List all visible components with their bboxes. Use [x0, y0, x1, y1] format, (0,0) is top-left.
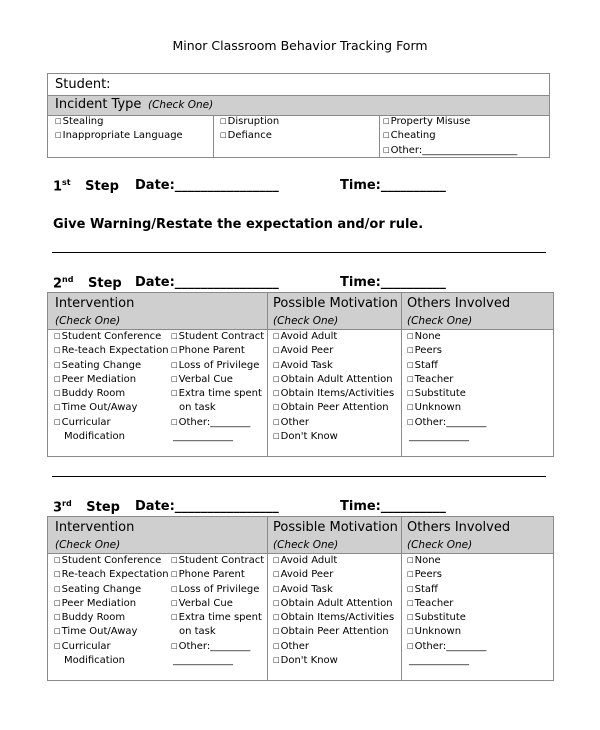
checkbox-item[interactable]: □ Inappropriate Language: [55, 129, 183, 143]
incident-hint: (Check One): [148, 99, 214, 111]
checkbox-item[interactable]: □ Staff: [407, 359, 486, 373]
checkbox-item[interactable]: □ Teacher: [407, 597, 486, 611]
checkbox-item[interactable]: □ Curricular: [54, 640, 169, 654]
continuation-text: Modification: [64, 655, 125, 667]
intervention-header: Intervention: [55, 520, 135, 535]
others-hint: (Check One): [407, 315, 473, 327]
checkbox-item[interactable]: □ Obtain Adult Attention: [273, 373, 394, 387]
checkbox-item[interactable]: □ Extra time spent: [171, 611, 264, 625]
checkbox-item[interactable]: □ Unknown: [407, 401, 486, 415]
step-suffix: st: [62, 178, 71, 187]
warning-text: Give Warning/Restate the expectation and/or rule.: [53, 217, 424, 232]
checkbox-item[interactable]: □ Avoid Task: [273, 359, 394, 373]
checkbox-item[interactable]: □ Other: [273, 640, 394, 654]
incident-header: [48, 95, 549, 116]
checkbox-item[interactable]: □ Time Out/Away: [54, 625, 169, 639]
incident-col-1: [55, 115, 183, 144]
checkbox-item[interactable]: □ Re-teach Expectation: [54, 344, 169, 358]
step-1: [53, 178, 119, 194]
checkbox-item[interactable]: □ Time Out/Away: [54, 401, 169, 415]
motivation-hint: (Check One): [273, 539, 339, 551]
step-3: [53, 499, 120, 515]
checkbox-item[interactable]: □ Phone Parent: [171, 344, 264, 358]
intervention-hint: (Check One): [55, 315, 121, 327]
step-2-time[interactable]: Time:__________: [340, 275, 446, 290]
step-suffix: nd: [62, 275, 74, 284]
checkbox-item[interactable]: □ Seating Change: [54, 359, 169, 373]
intervention-col-1: [54, 330, 169, 444]
step-number: 3: [53, 500, 63, 516]
continuation-text: on task: [179, 626, 216, 638]
checkbox-item[interactable]: □ Obtain Peer Attention: [273, 625, 394, 639]
others-hint: (Check One): [407, 539, 473, 551]
checkbox-item[interactable]: □ Substitute: [407, 387, 486, 401]
others-col: [407, 554, 486, 668]
continuation-text: on task: [179, 402, 216, 414]
checkbox-item[interactable]: □ Seating Change: [54, 583, 169, 597]
incident-box: [47, 73, 550, 158]
checkbox-item[interactable]: □ Obtain Adult Attention: [273, 597, 394, 611]
checkbox-item[interactable]: □ Avoid Adult: [273, 330, 394, 344]
step-3-time[interactable]: Time:__________: [340, 499, 446, 514]
checkbox-item[interactable]: □ Other:________: [407, 416, 486, 430]
step-suffix: rd: [62, 499, 72, 508]
checkbox-item[interactable]: □ None: [407, 330, 486, 344]
step-number: 2: [53, 276, 63, 292]
checkbox-item[interactable]: □ Other:________: [171, 640, 264, 654]
motivation-col: [273, 554, 394, 668]
checkbox-item[interactable]: □ Peers: [407, 344, 486, 358]
student-label[interactable]: Student:: [55, 77, 111, 92]
checkbox-item[interactable]: □ Extra time spent: [171, 387, 264, 401]
checkbox-item[interactable]: □ Disruption: [220, 115, 279, 129]
form-title: Minor Classroom Behavior Tracking Form: [172, 38, 428, 53]
step-word: Step: [85, 179, 119, 195]
intervention-hint: (Check One): [55, 539, 121, 551]
incident-col-2: [220, 115, 279, 144]
checkbox-item[interactable]: □ Buddy Room: [54, 387, 169, 401]
step-number: 1: [53, 179, 63, 195]
others-header: Others Involved: [407, 520, 511, 535]
checkbox-item[interactable]: □ Obtain Items/Activities: [273, 387, 394, 401]
checkbox-item[interactable]: □ Stealing: [55, 115, 183, 129]
motivation-hint: (Check One): [273, 315, 339, 327]
intervention-col-2: [171, 554, 264, 668]
checkbox-item[interactable]: □ Student Contract: [171, 330, 264, 344]
others-col: [407, 330, 486, 444]
checkbox-item[interactable]: □ Avoid Peer: [273, 344, 394, 358]
motivation-header: Possible Motivation: [273, 296, 398, 311]
checkbox-item[interactable]: □ Other: [273, 416, 394, 430]
checkbox-item[interactable]: □ Phone Parent: [171, 568, 264, 582]
checkbox-item[interactable]: □ Don't Know: [273, 430, 394, 444]
checkbox-item[interactable]: □ Verbal Cue: [171, 373, 264, 387]
others-header: Others Involved: [407, 296, 511, 311]
motivation-header: Possible Motivation: [273, 520, 398, 535]
checkbox-item[interactable]: □ Peer Mediation: [54, 373, 169, 387]
step-2: [53, 275, 122, 291]
rule-line[interactable]: [52, 252, 546, 253]
checkbox-item[interactable]: □ Other:________: [407, 640, 486, 654]
checkbox-item[interactable]: □ Buddy Room: [54, 611, 169, 625]
checkbox-item[interactable]: □ Student Conference: [54, 554, 169, 568]
checkbox-item[interactable]: □ Avoid Adult: [273, 554, 394, 568]
intervention-table-1: [47, 292, 554, 457]
checkbox-item[interactable]: □ None: [407, 554, 486, 568]
rule-line[interactable]: [52, 476, 546, 477]
intervention-table-2: [47, 516, 554, 681]
checkbox-item[interactable]: □ Avoid Task: [273, 583, 394, 597]
step-3-date[interactable]: Date:________________: [135, 499, 279, 514]
checkbox-item[interactable]: □ Re-teach Expectation: [54, 568, 169, 582]
step-word: Step: [88, 276, 122, 292]
incident-type-label: Incident Type: [55, 97, 142, 112]
intervention-header: Intervention: [55, 296, 135, 311]
blank-line[interactable]: ____________: [173, 655, 233, 667]
checkbox-item[interactable]: □ Obtain Items/Activities: [273, 611, 394, 625]
checkbox-item[interactable]: □ Loss of Privilege: [171, 359, 264, 373]
checkbox-item[interactable]: □ Avoid Peer: [273, 568, 394, 582]
step-2-date[interactable]: Date:________________: [135, 275, 279, 290]
checkbox-item[interactable]: □ Loss of Privilege: [171, 583, 264, 597]
checkbox-item[interactable]: □ Staff: [407, 583, 486, 597]
checkbox-item[interactable]: □ Peer Mediation: [54, 597, 169, 611]
checkbox-item[interactable]: □ Other:___________________: [383, 144, 517, 158]
checkbox-item[interactable]: □ Property Misuse: [383, 115, 517, 129]
intervention-col-1: [54, 554, 169, 668]
checkbox-item[interactable]: □ Student Conference: [54, 330, 169, 344]
checkbox-item[interactable]: □ Other:________: [171, 416, 264, 430]
incident-col-3: [383, 115, 517, 158]
checkbox-item[interactable]: □ Curricular: [54, 416, 169, 430]
blank-line[interactable]: ____________: [409, 655, 469, 667]
step-1-time[interactable]: Time:__________: [340, 178, 446, 193]
checkbox-item[interactable]: □ Defiance: [220, 129, 279, 143]
intervention-col-2: [171, 330, 264, 444]
blank-line[interactable]: ____________: [409, 431, 469, 443]
checkbox-item[interactable]: □ Cheating: [383, 129, 517, 143]
motivation-col: [273, 330, 394, 444]
continuation-text: Modification: [64, 431, 125, 443]
checkbox-item[interactable]: □ Don't Know: [273, 654, 394, 668]
checkbox-item[interactable]: □ Obtain Peer Attention: [273, 401, 394, 415]
checkbox-item[interactable]: □ Substitute: [407, 611, 486, 625]
checkbox-item[interactable]: □ Teacher: [407, 373, 486, 387]
checkbox-item[interactable]: □ Unknown: [407, 625, 486, 639]
checkbox-item[interactable]: □ Peers: [407, 568, 486, 582]
checkbox-item[interactable]: □ Verbal Cue: [171, 597, 264, 611]
step-1-date[interactable]: Date:________________: [135, 178, 279, 193]
step-word: Step: [86, 500, 120, 516]
checkbox-item[interactable]: □ Student Contract: [171, 554, 264, 568]
blank-line[interactable]: ____________: [173, 431, 233, 443]
